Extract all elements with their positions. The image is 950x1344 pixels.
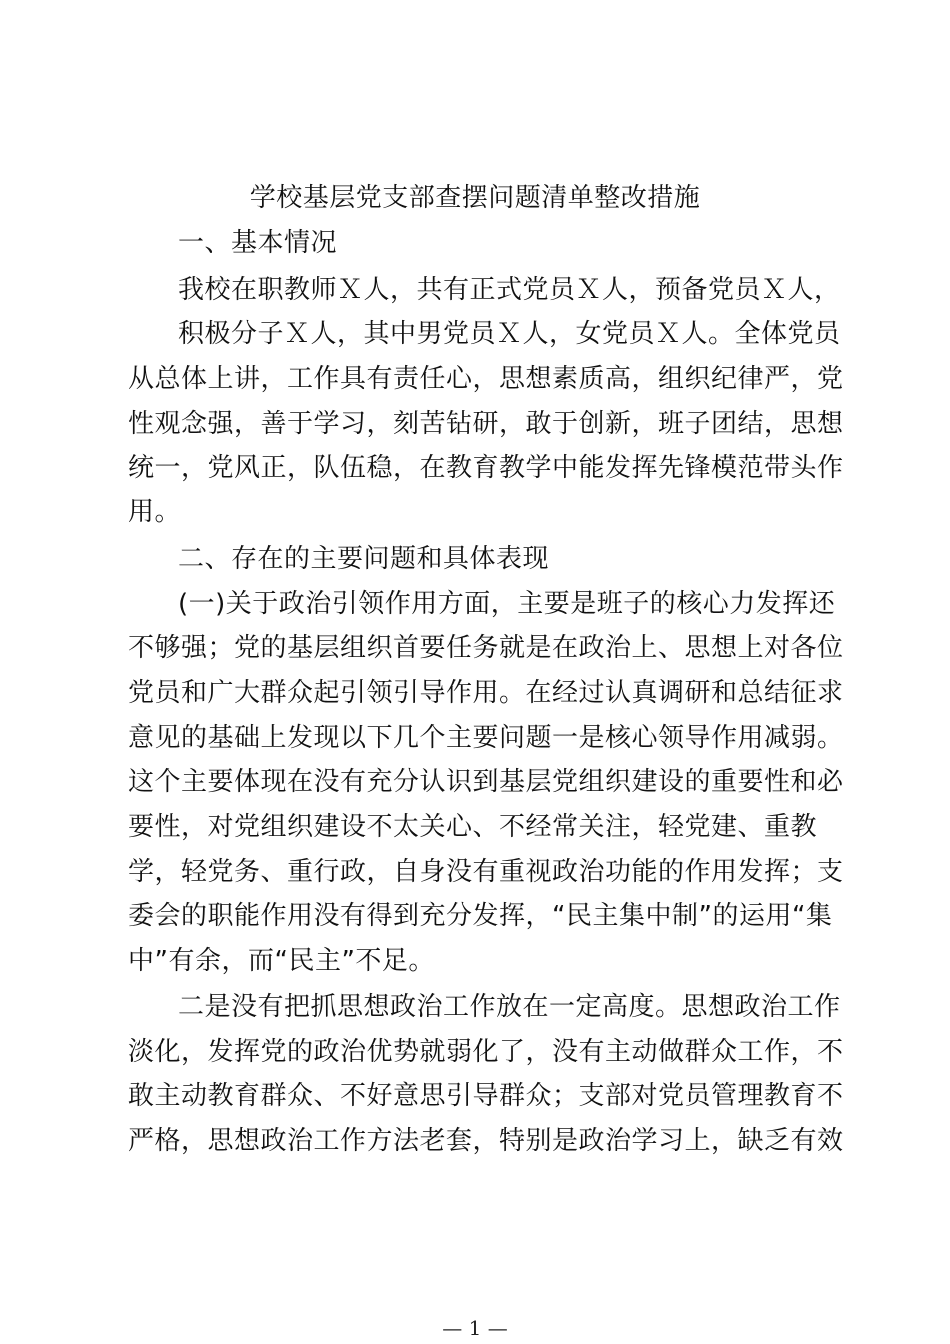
paragraph-line: (一)关于政治引领作用方面，主要是班子的核心力发挥还 bbox=[178, 589, 836, 619]
paragraph-line: 委会的职能作用没有得到充分发挥，“民主集中制”的运用“集 bbox=[128, 901, 833, 931]
paragraph-line: 二是没有把抓思想政治工作放在一定高度。思想政治工作 bbox=[178, 992, 841, 1022]
paragraph-line: 敢主动教育群众、不好意思引导群众；支部对党员管理教育不 bbox=[128, 1081, 844, 1111]
paragraph-line: 意见的基础上发现以下几个主要问题一是核心领导作用减弱。 bbox=[128, 723, 844, 753]
document-title: 学校基层党支部查摆问题清单整改措施 bbox=[249, 183, 701, 213]
paragraph-line: 中”有余，而“民主”不足。 bbox=[128, 946, 435, 976]
paragraph-line: 学，轻党务、重行政，自身没有重视政治功能的作用发挥；支 bbox=[128, 857, 844, 887]
paragraph-line: 不够强；党的基层组织首要任务就是在政治上、思想上对各位 bbox=[128, 633, 844, 663]
paragraph-line: 我校在职教师Ｘ人，共有正式党员Ｘ人，预备党员Ｘ人， bbox=[178, 275, 841, 305]
paragraph-line: 从总体上讲，工作具有责任心，思想素质高，组织纪律严，党 bbox=[128, 364, 844, 394]
paragraph-line: 这个主要体现在没有充分认识到基层党组织建设的重要性和必 bbox=[128, 767, 844, 797]
section-heading-problems: 二、存在的主要问题和具体表现 bbox=[178, 544, 550, 574]
paragraph-line: 统一，党风正，队伍稳，在教育教学中能发挥先锋模范带头作 bbox=[128, 453, 844, 483]
paragraph-line: 淡化，发挥党的政治优势就弱化了，没有主动做群众工作，不 bbox=[128, 1037, 844, 1067]
paragraph-line: 要性，对党组织建设不太关心、不经常关注，轻党建、重教 bbox=[128, 812, 818, 842]
paragraph-line: 性观念强，善于学习，刻苦钻研，敢于创新，班子团结，思想 bbox=[128, 409, 844, 439]
page-number: — 1 — bbox=[442, 1316, 508, 1340]
section-heading-basic: 一、基本情况 bbox=[178, 228, 338, 258]
paragraph-line: 用。 bbox=[128, 497, 182, 527]
paragraph-line: 积极分子Ｘ人，其中男党员Ｘ人，女党员Ｘ人。全体党员 bbox=[178, 319, 841, 349]
paragraph-line: 严格，思想政治工作方法老套，特别是政治学习上，缺乏有效 bbox=[128, 1126, 844, 1156]
paragraph-line: 党员和广大群众起引领引导作用。在经过认真调研和总结征求 bbox=[128, 678, 844, 708]
